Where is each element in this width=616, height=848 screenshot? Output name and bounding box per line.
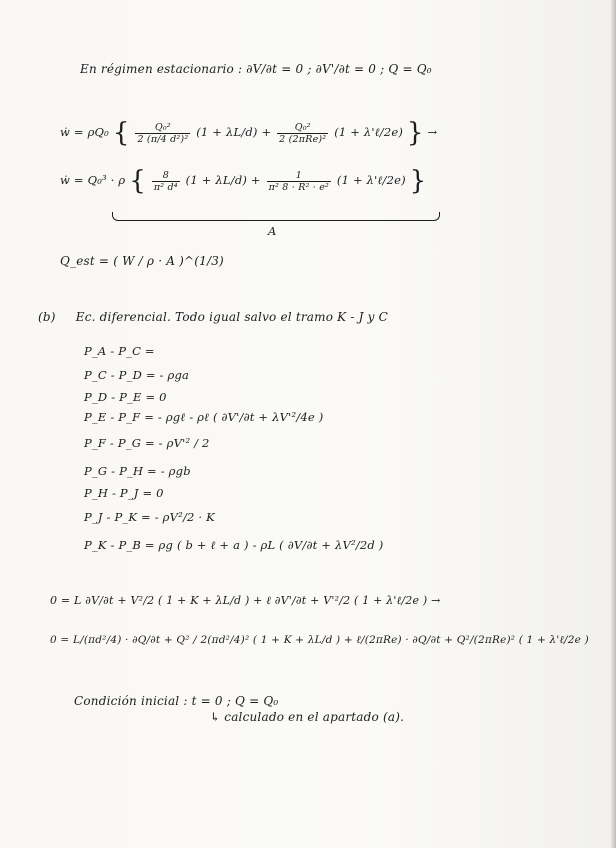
flow-equation: 0 = L/(πd²/4) · ∂Q/∂t + Q² / 2(πd²/4)² ( 1 + K + λL/d ) + ℓ/(2πRe) · ∂Q/∂t + Q²/(2πRe)² ( 1 + λ'ℓ/2e ) bbox=[50, 634, 589, 646]
pressure-eq-2: P_C - P_D = - ρga bbox=[84, 368, 190, 382]
pressure-eq-6: P_G - P_H = - ρgb bbox=[84, 464, 191, 478]
pressure-eq-4: P_E - P_F = - ρgℓ - ρℓ ( ∂V'/∂t + λV'²/4e ) bbox=[84, 410, 324, 424]
part-b-label: (b) bbox=[38, 310, 56, 324]
q-estimate-lhs: Q_est = bbox=[60, 254, 110, 268]
fraction-denominator: π² d⁴ bbox=[153, 181, 178, 193]
label-a: A bbox=[268, 224, 277, 238]
work-eq2-term2-tail: (1 + λ'ℓ/2e) bbox=[336, 173, 406, 187]
page-edge-shadow bbox=[610, 0, 616, 848]
q-estimate-rhs: ( W / ρ · A )^(1/3) bbox=[113, 254, 224, 268]
initial-condition: Condición inicial : t = 0 ; Q = Q₀ bbox=[74, 694, 279, 708]
work-equation-2 bbox=[60, 166, 426, 196]
underbrace bbox=[112, 212, 440, 221]
pressure-eq-1: P_A - P_C = bbox=[84, 344, 155, 358]
fraction-denominator: 2 (2πRe)² bbox=[279, 133, 327, 145]
work-eq2-lhs: ẇ = Q₀³ · ρ bbox=[60, 173, 126, 187]
fraction-numerator: Q₀² bbox=[135, 122, 190, 134]
work-eq1-lhs: ẇ = ρQ₀ bbox=[60, 125, 109, 139]
regimen-line: En régimen estacionario : ∂V/∂t = 0 ; ∂V'/∂t = 0 ; Q = Q₀ bbox=[80, 62, 432, 76]
work-eq1-term1-fraction bbox=[135, 122, 190, 145]
initial-condition-note: ↳ calculado en el apartado (a). bbox=[210, 710, 405, 724]
q-estimate-line bbox=[60, 254, 224, 268]
fraction-denominator: π² 8 · R² · e² bbox=[268, 181, 330, 193]
brace-close: } bbox=[409, 166, 427, 196]
work-eq2-term1-fraction bbox=[152, 170, 180, 193]
brace-open: { bbox=[112, 118, 130, 148]
part-b-text: Ec. diferencial. Todo igual salvo el tramo K - J y C bbox=[75, 310, 389, 324]
work-eq1-term2-tail: (1 + λ'ℓ/2e) bbox=[334, 125, 404, 139]
work-eq1-term2-fraction bbox=[277, 122, 328, 145]
pressure-eq-3: P_D - P_E = 0 bbox=[84, 390, 167, 404]
brace-close: } bbox=[406, 118, 424, 148]
fraction-denominator: 2 (π/4 d²)² bbox=[137, 133, 189, 145]
work-equation-1 bbox=[60, 118, 437, 148]
work-eq2-term1-tail: (1 + λL/d) + bbox=[185, 173, 261, 187]
pressure-eq-9: P_K - P_B = ρg ( b + ℓ + a ) - ρL ( ∂V/∂t + λV²/2d ) bbox=[84, 538, 384, 552]
fraction-numerator: 8 bbox=[152, 170, 180, 182]
pressure-eq-8: P_J - P_K = - ρV²/2 · K bbox=[84, 510, 215, 524]
work-eq2-term2-fraction bbox=[267, 170, 331, 193]
part-b-heading bbox=[38, 310, 388, 324]
pressure-eq-7: P_H - P_J = 0 bbox=[84, 486, 164, 500]
brace-open: { bbox=[129, 166, 146, 196]
fraction-numerator: Q₀² bbox=[277, 122, 328, 134]
work-eq1-term1-tail: (1 + λL/d) + bbox=[196, 125, 272, 139]
pressure-eq-5: P_F - P_G = - ρV'² / 2 bbox=[84, 436, 210, 450]
sum-equation: 0 = L ∂V/∂t + V²/2 ( 1 + K + λL/d ) + ℓ ∂V'/∂t + V'²/2 ( 1 + λ'ℓ/2e ) → bbox=[50, 594, 441, 607]
fraction-numerator: 1 bbox=[267, 170, 331, 182]
implies-arrow: → bbox=[427, 125, 438, 139]
